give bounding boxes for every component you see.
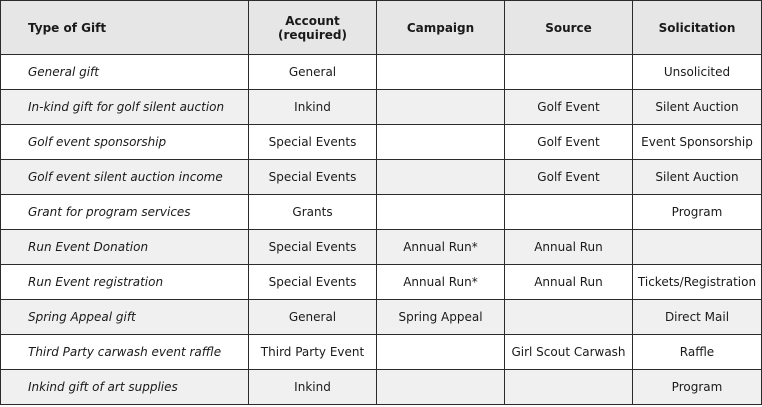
cell-solicitation: Tickets/Registration bbox=[633, 265, 762, 300]
cell-solicitation: Program bbox=[633, 195, 762, 230]
table-row bbox=[1, 370, 762, 405]
cell-campaign bbox=[377, 55, 505, 90]
cell-type-of-gift: Spring Appeal gift bbox=[1, 300, 249, 335]
cell-campaign bbox=[377, 195, 505, 230]
cell-account: General bbox=[249, 55, 377, 90]
cell-campaign: Annual Run* bbox=[377, 230, 505, 265]
header-account bbox=[249, 1, 377, 55]
cell-solicitation: Raffle bbox=[633, 335, 762, 370]
header-account-required: (required) bbox=[278, 27, 347, 42]
cell-source: Annual Run bbox=[505, 265, 633, 300]
table-row bbox=[1, 55, 762, 90]
cell-campaign: Annual Run* bbox=[377, 265, 505, 300]
cell-source bbox=[505, 55, 633, 90]
cell-source bbox=[505, 300, 633, 335]
table-header-row bbox=[1, 1, 762, 55]
cell-campaign: Spring Appeal bbox=[377, 300, 505, 335]
cell-solicitation: Direct Mail bbox=[633, 300, 762, 335]
cell-type-of-gift: General gift bbox=[1, 55, 249, 90]
header-source: Source bbox=[505, 1, 633, 55]
cell-type-of-gift: Run Event registration bbox=[1, 265, 249, 300]
table-row bbox=[1, 230, 762, 265]
cell-account: Special Events bbox=[249, 230, 377, 265]
cell-solicitation: Unsolicited bbox=[633, 55, 762, 90]
cell-account: General bbox=[249, 300, 377, 335]
cell-account: Inkind bbox=[249, 90, 377, 125]
cell-source: Golf Event bbox=[505, 90, 633, 125]
cell-type-of-gift: Inkind gift of art supplies bbox=[1, 370, 249, 405]
cell-source: Golf Event bbox=[505, 160, 633, 195]
cell-campaign bbox=[377, 125, 505, 160]
header-account-label: Account bbox=[285, 13, 340, 28]
cell-account: Special Events bbox=[249, 160, 377, 195]
table-row bbox=[1, 90, 762, 125]
header-type-of-gift: Type of Gift bbox=[1, 1, 249, 55]
cell-type-of-gift: Run Event Donation bbox=[1, 230, 249, 265]
table-row bbox=[1, 125, 762, 160]
cell-solicitation bbox=[633, 230, 762, 265]
header-solicitation: Solicitation bbox=[633, 1, 762, 55]
cell-source: Golf Event bbox=[505, 125, 633, 160]
cell-source: Annual Run bbox=[505, 230, 633, 265]
cell-solicitation: Program bbox=[633, 370, 762, 405]
cell-solicitation: Silent Auction bbox=[633, 90, 762, 125]
cell-campaign bbox=[377, 370, 505, 405]
table-row bbox=[1, 160, 762, 195]
cell-type-of-gift: Golf event silent auction income bbox=[1, 160, 249, 195]
cell-solicitation: Silent Auction bbox=[633, 160, 762, 195]
cell-type-of-gift: Golf event sponsorship bbox=[1, 125, 249, 160]
cell-campaign bbox=[377, 90, 505, 125]
cell-campaign bbox=[377, 335, 505, 370]
cell-account: Special Events bbox=[249, 265, 377, 300]
cell-source: Girl Scout Carwash bbox=[505, 335, 633, 370]
cell-source bbox=[505, 370, 633, 405]
cell-type-of-gift: In-kind gift for golf silent auction bbox=[1, 90, 249, 125]
cell-type-of-gift: Third Party carwash event raffle bbox=[1, 335, 249, 370]
table-row bbox=[1, 335, 762, 370]
cell-source bbox=[505, 195, 633, 230]
table-row bbox=[1, 300, 762, 335]
cell-account: Grants bbox=[249, 195, 377, 230]
cell-account: Inkind bbox=[249, 370, 377, 405]
table-row bbox=[1, 265, 762, 300]
header-campaign: Campaign bbox=[377, 1, 505, 55]
cell-campaign bbox=[377, 160, 505, 195]
cell-solicitation: Event Sponsorship bbox=[633, 125, 762, 160]
cell-account: Third Party Event bbox=[249, 335, 377, 370]
cell-account: Special Events bbox=[249, 125, 377, 160]
cell-type-of-gift: Grant for program services bbox=[1, 195, 249, 230]
table-row bbox=[1, 195, 762, 230]
